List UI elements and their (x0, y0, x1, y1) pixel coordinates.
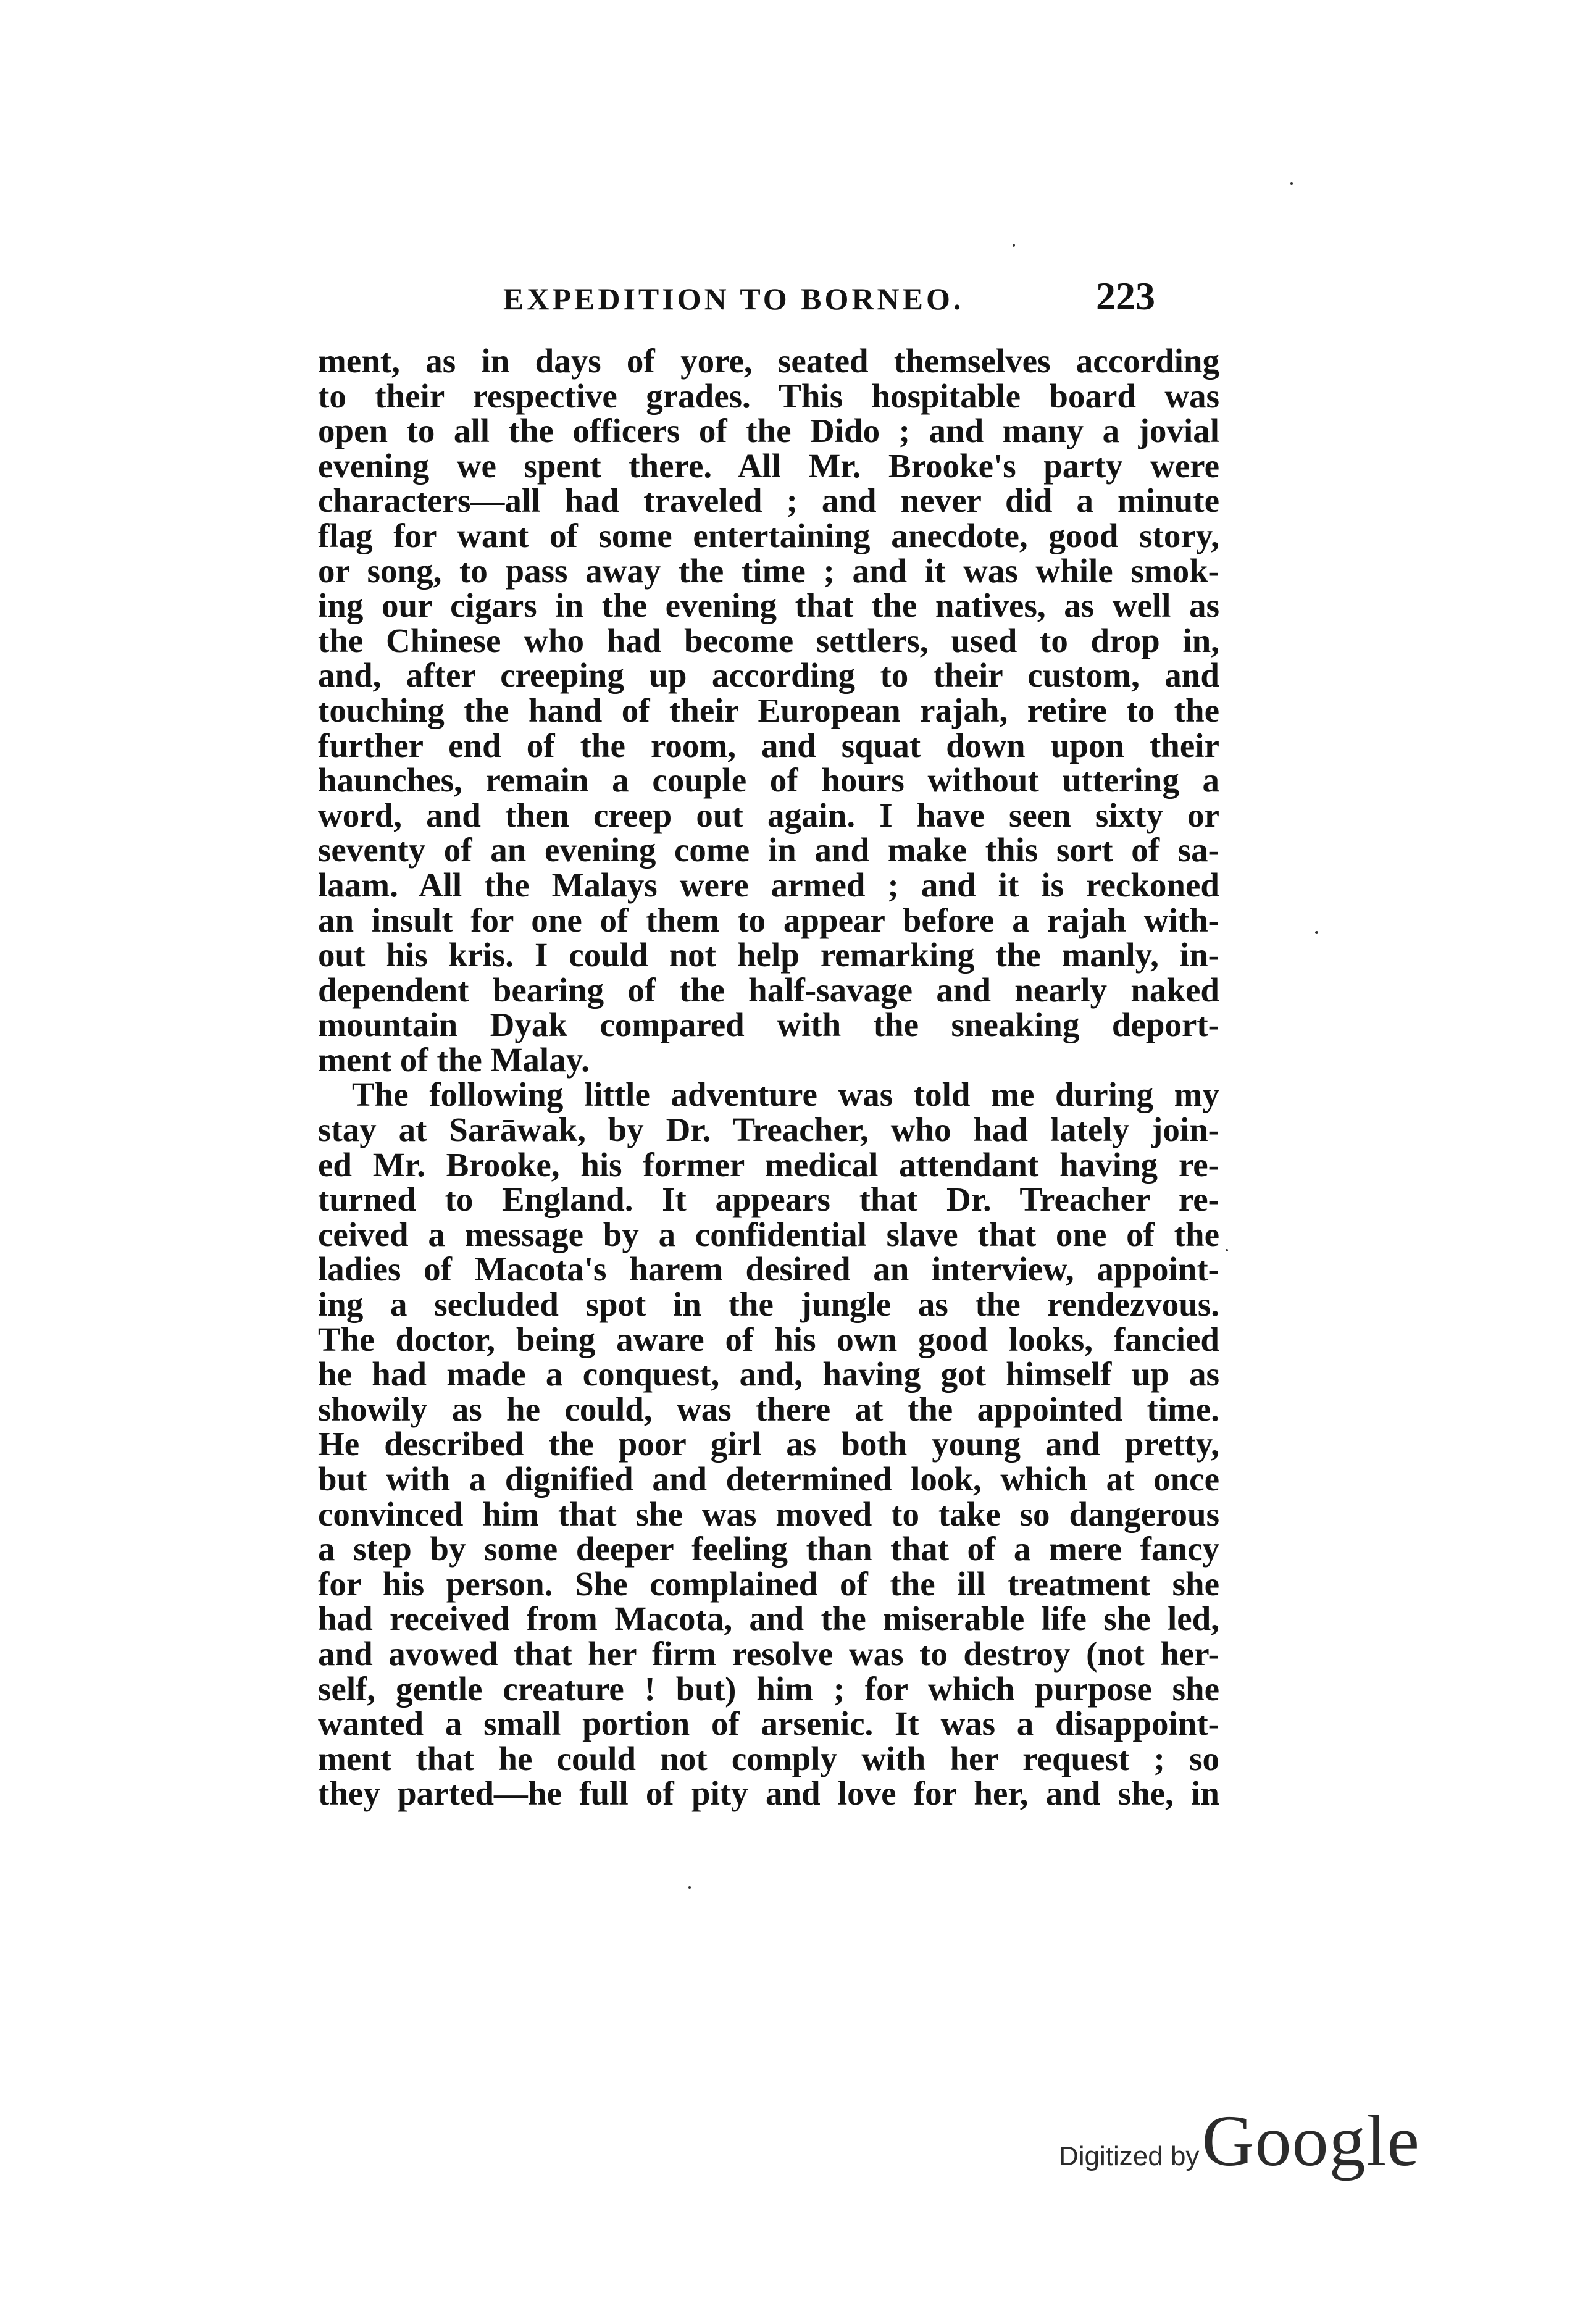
text-line: evening we spent there. All Mr. Brooke's party were (318, 446, 1219, 485)
text-line: they parted—he full of pity and love for her, and she, in (318, 1774, 1219, 1813)
text-line: he had made a conquest, and, having got himself up as (318, 1355, 1219, 1393)
text-line: ceived a message by a confidential slave that one of the (318, 1215, 1219, 1253)
text-line: laam. All the Malays were armed ; and it is reckoned (318, 866, 1219, 904)
text-line: for his person. She complained of the ill treatment she (318, 1564, 1219, 1603)
watermark-prefix: Digitized by (1059, 2141, 1200, 2171)
text-line: dependent bearing of the half-savage and nearly naked (318, 971, 1219, 1009)
text-line: ment that he could not comply with her request ; so (318, 1739, 1219, 1777)
text-line: a step by some deeper feeling than that of a mere fancy (318, 1530, 1219, 1568)
text-line: The following little adventure was told me during my (352, 1075, 1219, 1114)
text-line: ing a secluded spot in the jungle as the rendezvous. (318, 1285, 1219, 1324)
text-line: He described the poor girl as both young and pretty, (318, 1425, 1219, 1463)
text-line: turned to England. It appears that Dr. Treacher re- (318, 1180, 1219, 1219)
text-line: but with a dignified and determined look, which at once (318, 1460, 1219, 1498)
text-line: further end of the room, and squat down upon their (318, 726, 1219, 764)
text-line: stay at Sarāwak, by Dr. Treacher, who had lately join- (318, 1111, 1219, 1149)
google-logo: Google (1201, 2100, 1420, 2181)
text-line: seventy of an evening come in and make this sort of sa- (318, 831, 1219, 869)
text-line: the Chinese who had become settlers, used to drop in, (318, 621, 1219, 659)
text-line: or song, to pass away the time ; and it was while smok- (318, 551, 1219, 590)
text-line: out his kris. I could not help remarking the manly, in- (318, 936, 1219, 974)
text-line: ment, as in days of yore, seated themselves according (318, 342, 1219, 380)
text-line: touching the hand of their European rajah, retire to the (318, 691, 1219, 729)
text-line: showily as he could, was there at the appointed time. (318, 1390, 1219, 1428)
text-line: open to all the officers of the Dido ; and many a jovial (318, 412, 1219, 450)
scan-speck (1226, 1249, 1228, 1251)
text-line: characters—all had traveled ; and never did a minute (318, 482, 1219, 520)
text-line: wanted a small portion of arsenic. It was a disappoint- (318, 1705, 1219, 1743)
body-text (318, 344, 1219, 1811)
text-line: and, after creeping up according to their custom, and (318, 656, 1219, 695)
digitized-by-watermark (1059, 2099, 1420, 2183)
text-line: to their respective grades. This hospitable board was (318, 377, 1219, 415)
page-number: 223 (1096, 274, 1155, 318)
text-line: word, and then creep out again. I have seen sixty or (318, 796, 1219, 834)
text-line: flag for want of some entertaining anecdote, good story, (318, 516, 1219, 554)
scan-speck (1290, 182, 1293, 185)
text-line: convinced him that she was moved to take so dangerous (318, 1495, 1219, 1533)
text-line: The doctor, being aware of his own good looks, fancied (318, 1320, 1219, 1358)
text-line: ment of the Malay. (318, 1040, 590, 1079)
text-line: mountain Dyak compared with the sneaking deport- (318, 1006, 1219, 1044)
text-line: ladies of Macota's harem desired an interview, appoint- (318, 1250, 1219, 1288)
text-line: had received from Macota, and the miserable life she led, (318, 1600, 1219, 1638)
text-line: self, gentle creature ! but) him ; for which purpose she (318, 1669, 1219, 1708)
text-line: haunches, remain a couple of hours without uttering a (318, 761, 1219, 800)
text-line: an insult for one of them to appear before a rajah with- (318, 901, 1219, 939)
scan-speck (688, 1886, 691, 1889)
running-title: EXPEDITION TO BORNEO. (503, 282, 964, 316)
text-line: ed Mr. Brooke, his former medical attendant having re- (318, 1145, 1219, 1184)
scan-speck (1013, 244, 1015, 247)
scan-speck (1315, 931, 1318, 934)
text-line: and avowed that her firm resolve was to destroy (not her- (318, 1634, 1219, 1673)
text-line: ing our cigars in the evening that the natives, as well as (318, 587, 1219, 625)
